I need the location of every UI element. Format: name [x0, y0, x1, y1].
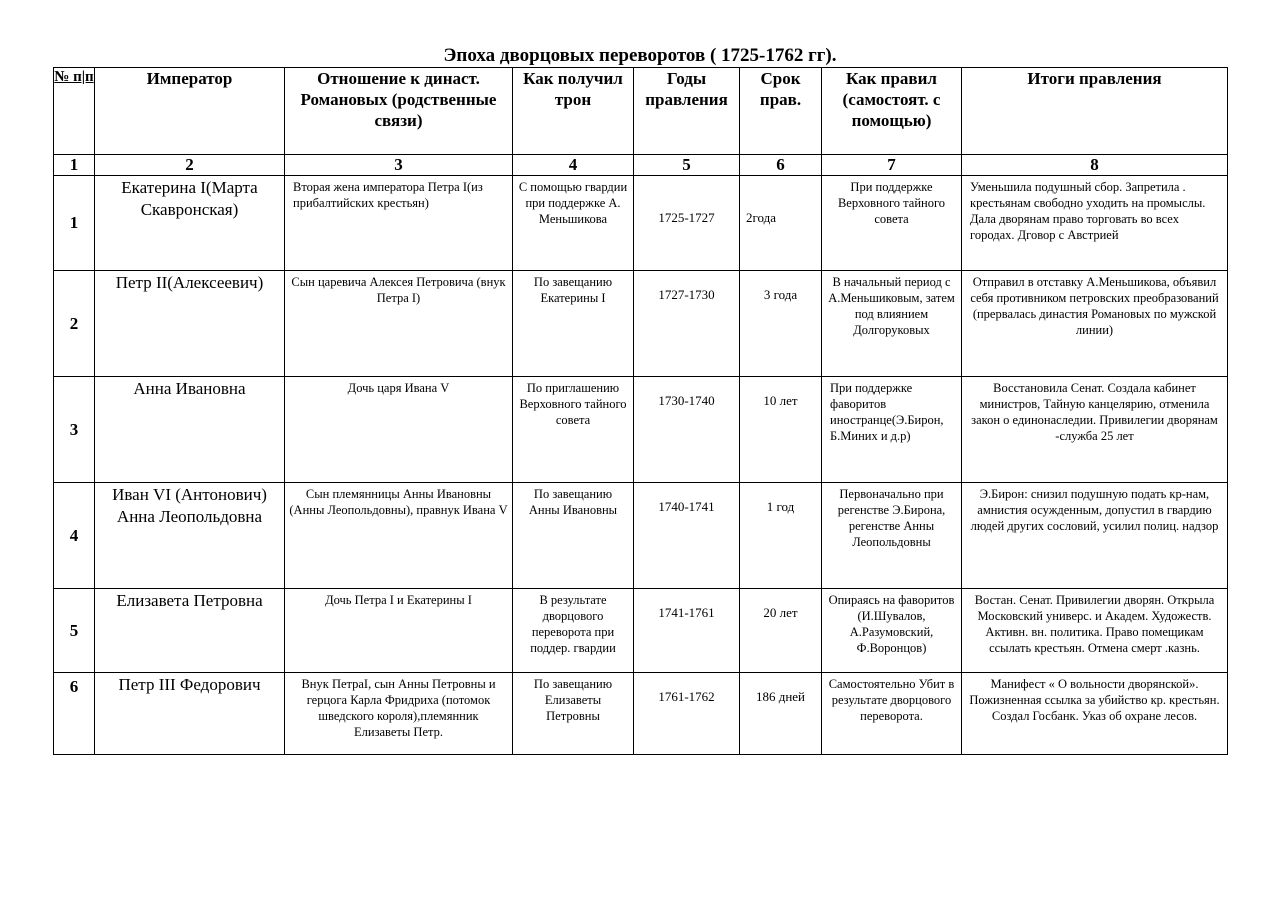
emperor-name: Петр III Федорович: [95, 673, 285, 755]
table-row: [54, 673, 1228, 755]
emperor-name: Иван VI (Антонович) Анна Леопольдовна: [95, 483, 285, 589]
table-row: [54, 176, 1228, 271]
column-number: 6: [740, 155, 822, 176]
throne-cell: По завещанию Елизаветы Петровны: [513, 673, 634, 755]
rule-cell: При поддержке Верховного тайного совета: [822, 176, 962, 271]
row-number: 6: [54, 673, 95, 755]
years-cell: 1725-1727: [634, 176, 740, 271]
emperor-name: Елизавета Петровна: [95, 589, 285, 673]
header-throne: Как получил трон: [513, 68, 634, 155]
row-number: 2: [54, 271, 95, 377]
throne-cell: В результате дворцового переворота при поддер. гвардии: [513, 589, 634, 673]
rule-cell: Опираясь на фаворитов (И.Шувалов, А.Разумовский, Ф.Воронцов): [822, 589, 962, 673]
table-row: [54, 483, 1228, 589]
row-number: 3: [54, 377, 95, 483]
header-relation: Отношение к династ. Романовых (родственные связи): [285, 68, 513, 155]
column-number: 1: [54, 155, 95, 176]
row-number: 1: [54, 176, 95, 271]
header-results: Итоги правления: [962, 68, 1228, 155]
relation-cell: Внук ПетраI, сын Анны Петровны и герцога Карла Фридриха (потомок шведского короля),племянник Елизаветы Петр.: [285, 673, 513, 755]
column-number: 2: [95, 155, 285, 176]
table-row: [54, 589, 1228, 673]
results-cell: Манифест « О вольности дворянской». Пожизненная ссылка за убийство кр. крестьян. Создал Госбанк. Указ об охране лесов.: [962, 673, 1228, 755]
rule-cell: Самостоятельно Убит в результате дворцового переворота.: [822, 673, 962, 755]
rule-cell: При поддержке фаворитов иностранце(Э.Бирон, Б.Миних и д.р): [822, 377, 962, 483]
header-years: Годы правления: [634, 68, 740, 155]
years-cell: 1727-1730: [634, 271, 740, 377]
header-row: [54, 68, 1228, 155]
term-cell: 20 лет: [740, 589, 822, 673]
years-cell: 1741-1761: [634, 589, 740, 673]
results-cell: Э.Бирон: снизил подушную подать кр-нам, амнистия осужденным, допустил в гвардию людей других сословий, усилил полиц. надзор: [962, 483, 1228, 589]
header-rule: Как правил (самостоят. с помощью): [822, 68, 962, 155]
rulers-table: [53, 67, 1228, 755]
throne-cell: С помощью гвардии при поддержке А. Меньшикова: [513, 176, 634, 271]
results-cell: Восстановила Сенат. Создала кабинет министров, Тайную канцелярию, отменила закон о единонаследии. Привилегии дворянам -служба 25 лет: [962, 377, 1228, 483]
years-cell: 1761-1762: [634, 673, 740, 755]
table-row: [54, 271, 1228, 377]
header-term: Срок прав.: [740, 68, 822, 155]
emperor-name: Екатерина I(Марта Скавронская): [95, 176, 285, 271]
column-number: 8: [962, 155, 1228, 176]
row-number: 5: [54, 589, 95, 673]
relation-cell: Сын племянницы Анны Ивановны (Анны Леопольдовны), правнук Ивана V: [285, 483, 513, 589]
column-number: 4: [513, 155, 634, 176]
throne-cell: По приглашению Верховного тайного совета: [513, 377, 634, 483]
header-num: № п|п: [54, 68, 95, 155]
rule-cell: В начальный период с А.Меньшиковым, затем под влиянием Долгоруковых: [822, 271, 962, 377]
results-cell: Отправил в отставку А.Меньшикова, объявил себя противником петровских преобразований (прервалась династия Романовых по мужской линии): [962, 271, 1228, 377]
term-cell: 186 дней: [740, 673, 822, 755]
results-cell: Востан. Сенат. Привилегии дворян. Открыла Московский универс. и Академ. Художеств. Активн. вн. политика. Право помещикам ссылать крестьян. Отмена смерт .казнь.: [962, 589, 1228, 673]
column-number-row: [54, 155, 1228, 176]
term-cell: 10 лет: [740, 377, 822, 483]
header-emperor: Император: [95, 68, 285, 155]
years-cell: 1740-1741: [634, 483, 740, 589]
emperor-name: Анна Ивановна: [95, 377, 285, 483]
term-cell: 3 года: [740, 271, 822, 377]
column-number: 3: [285, 155, 513, 176]
relation-cell: Дочь Петра I и Екатерины I: [285, 589, 513, 673]
relation-cell: Вторая жена императора Петра I(из прибалтийских крестьян): [285, 176, 513, 271]
column-number: 7: [822, 155, 962, 176]
term-cell: 1 год: [740, 483, 822, 589]
emperor-name: Петр II(Алексеевич): [95, 271, 285, 377]
results-cell: Уменьшила подушный сбор. Запретила . крестьянам свободно уходить на промыслы. Дала дворянам право торговать во всех городах. Дговор с Австрией: [962, 176, 1228, 271]
column-number: 5: [634, 155, 740, 176]
relation-cell: Сын царевича Алексея Петровича (внук Петра I): [285, 271, 513, 377]
rule-cell: Первоначально при регенстве Э.Бирона, регенстве Анны Леопольдовны: [822, 483, 962, 589]
years-cell: 1730-1740: [634, 377, 740, 483]
throne-cell: По завещанию Анны Ивановны: [513, 483, 634, 589]
table-row: [54, 377, 1228, 483]
term-cell: 2года: [740, 176, 822, 271]
throne-cell: По завещанию Екатерины I: [513, 271, 634, 377]
row-number: 4: [54, 483, 95, 589]
page-title: Эпоха дворцовых переворотов ( 1725-1762 гг).: [443, 45, 837, 66]
relation-cell: Дочь царя Ивана V: [285, 377, 513, 483]
